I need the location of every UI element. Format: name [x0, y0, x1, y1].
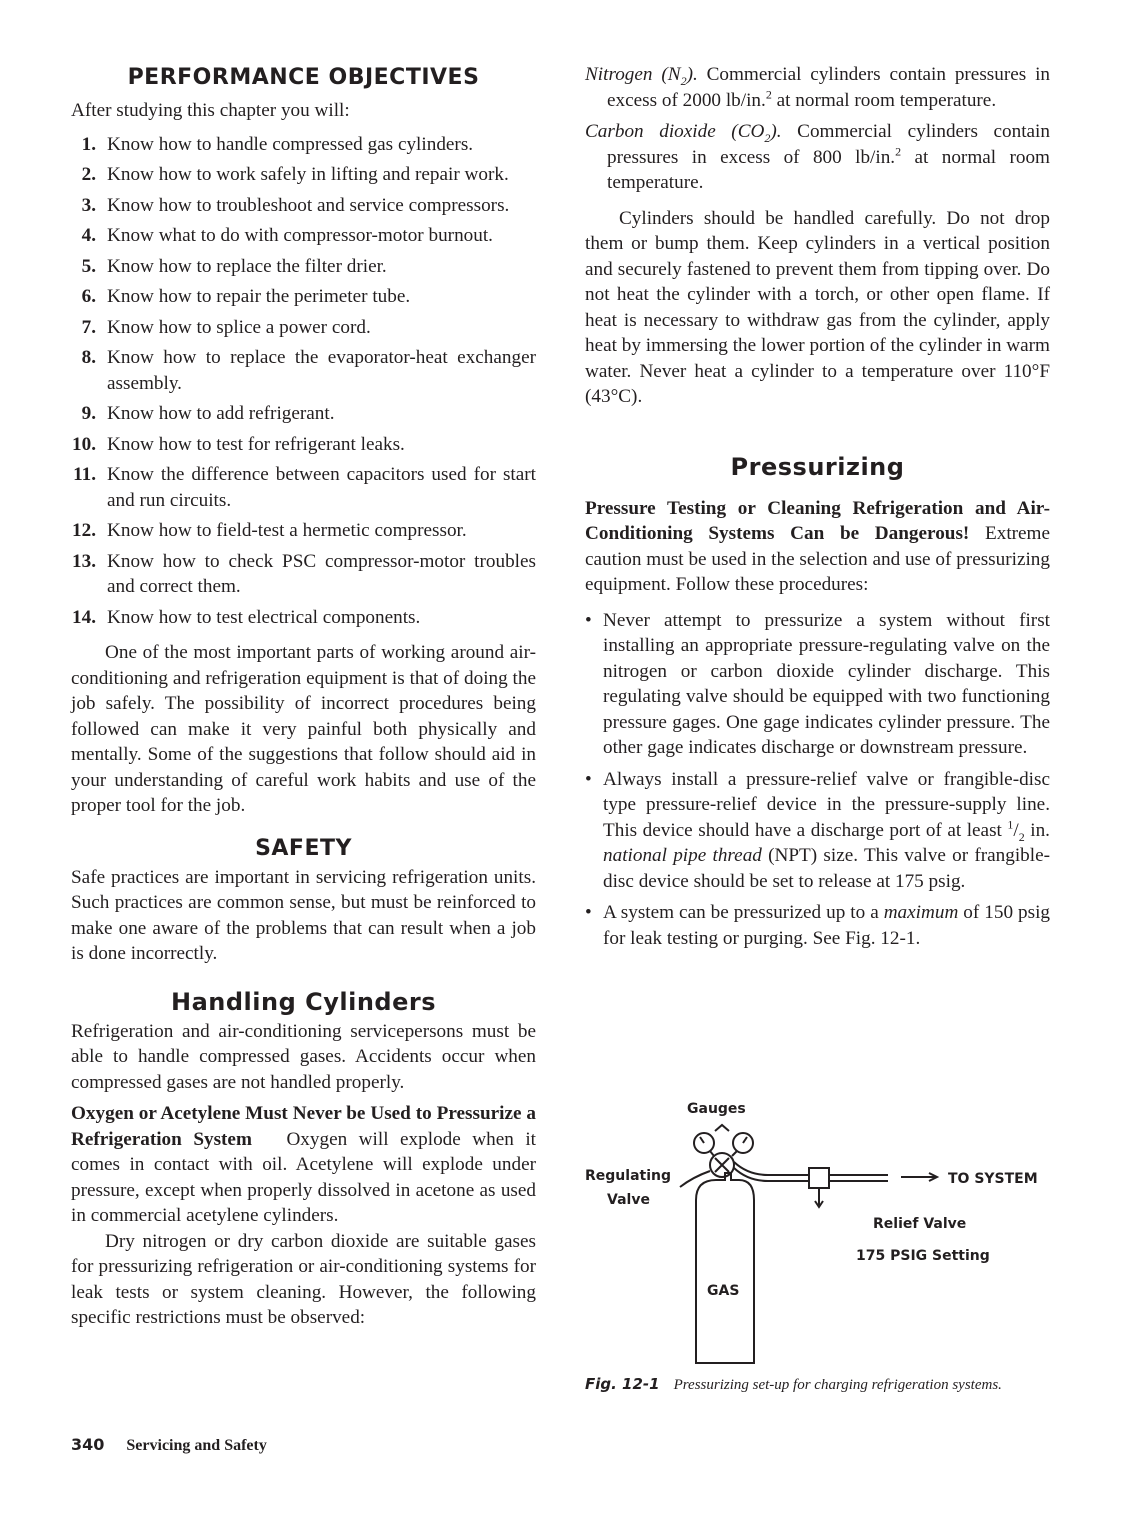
left-column — [71, 62, 536, 1331]
pressurizing-diagram — [583, 1095, 1053, 1365]
warning-paragraph: Pressure Testing or Cleaning Refrigeration and Air-Conditioning Systems Can be Dangerous! Extreme caution must be used in the selection and use of pressurizing equipment. Follow these procedures: — [585, 497, 1050, 595]
objective-item: 2. Know how to work safely in lifting and repair work. — [81, 164, 509, 185]
safety-paragraph: Safe practices are important in servicing refrigeration units. Such practices are common sense, but must be reinforced to make one aware of the problems that can result when a job is done incorrectly. — [71, 866, 536, 964]
procedure-item: • Never attempt to pressurize a system without first installing an appropriate pressure-regulating valve on the nitrogen or carbon dioxide cylinder discharge. This regulating valve should be equipped with two functioning pressure gages. One gage indicates cylinder pressure. The other gage indicates discharge or downstream pressure. — [585, 608, 1050, 761]
page-number: 340 — [71, 1435, 105, 1454]
objective-item: 5. Know how to replace the filter drier. — [81, 255, 387, 277]
oxygen-paragraph: Oxygen or Acetylene Must Never be Used to Pressurize a Refrigeration System Oxygen will explode when it comes in contact with oil. Acetylene will explode under pressure, except when properly dissolved in acetone as used in commercial acetylene cylinders. — [71, 1103, 536, 1226]
objective-item: 9. Know how to add refrigerant. — [81, 403, 335, 424]
figure-caption-text: Pressurizing set-up for charging refrigeration systems. — [673, 1377, 1002, 1393]
psig-setting-label: 175 PSIG Setting — [856, 1248, 990, 1264]
handling-cylinders-heading: Handling Cylinders — [171, 987, 436, 1016]
objective-item: 6. Know how to repair the perimeter tube. — [81, 286, 411, 307]
objective-item: 13. Know how to check PSC compressor-motor troubles and correct them. — [72, 550, 536, 597]
right-column — [585, 62, 1050, 957]
procedures-list — [585, 608, 1050, 952]
regulating-valve-label: Regulating — [585, 1168, 671, 1184]
oxygen-warning-bold: Oxygen or Acetylene Must Never be Used to Pressurize a Refrigeration System — [71, 1103, 536, 1150]
objective-item: 8. Know how to replace the evaporator-heat exchanger assembly. — [81, 347, 536, 394]
objective-item: 12. Know how to field-test a hermetic compressor. — [72, 520, 467, 541]
relief-valve-label: Relief Valve — [873, 1216, 967, 1232]
co2-definition: Carbon dioxide $(CO_2)$. Commercial cylinders contain pressures in excess of 800 lb/in.$^2$ at normal room temperature. — [585, 121, 1050, 193]
intro-paragraph: One of the most important parts of working around air-conditioning and refrigeration equipment is that of doing the job safely. The possibility of incorrect procedures being followed can make it very painful both physically and mentally. Some of the suggestions that follow should aid in your understanding of careful work habits and use of the proper tool for the job. — [71, 642, 536, 816]
objective-item: 1. Know how to handle compressed gas cylinders. — [81, 133, 474, 155]
to-system-label: TO SYSTEM — [948, 1171, 1038, 1187]
safety-heading: SAFETY — [255, 835, 352, 861]
gauges-label: Gauges — [687, 1101, 746, 1117]
objective-item: 11. Know the difference between capacitors used for start and run circuits. — [73, 464, 536, 511]
gas-cylinder-icon — [696, 1173, 754, 1363]
objective-item: 10. Know how to test for refrigerant leaks. — [72, 433, 405, 455]
section-title: Servicing and Safety — [126, 1437, 267, 1454]
gas-label: GAS — [707, 1283, 740, 1299]
objectives-list — [71, 132, 536, 631]
objective-item: 14. Know how to test electrical components. — [72, 606, 421, 628]
relief-valve-icon — [809, 1168, 829, 1188]
dry-gases-paragraph: Dry nitrogen or dry carbon dioxide are suitable gases for pressurizing refrigeration or air-conditioning systems for leak tests or system cleaning. However, the following specific restrictions must be observed: — [71, 1230, 536, 1328]
warning-bold: Pressure Testing or Cleaning Refrigeration and Air-Conditioning Systems Can be Dangerous! — [585, 497, 1050, 544]
procedure-item: • Always install a pressure-relief valve or frangible-disc type pressure-relief device in the pressure-supply line. This device should have a discharge port of at least $^1/_2$ in. national pipe thread (NPT) size. This valve or frangible-disc device should be set to release at 175 psig. — [585, 767, 1050, 895]
figure-caption — [585, 1375, 1002, 1394]
objective-item: 4. Know what to do with compressor-motor burnout. — [81, 225, 493, 246]
page-footer — [71, 1435, 267, 1455]
pressurizing-heading: Pressurizing — [730, 452, 905, 481]
objectives-heading: PERFORMANCE OBJECTIVES — [127, 65, 480, 90]
handling-paragraph: Refrigeration and air-conditioning servicepersons must be able to handle compressed gases. Accidents occur when compressed gases are not handled properly. — [71, 1020, 536, 1093]
figure-label: Fig. 12-1 — [585, 1375, 660, 1393]
procedure-item: • A system can be pressurized up to a maximum of 150 psig for leak testing or purging. See Fig. 12-1. — [585, 900, 1050, 951]
cylinders-paragraph: Cylinders should be handled carefully. Do not drop them or bump them. Keep cylinders in a vertical position and securely fastened to prevent them from tipping over. Do not heat the cylinder with a torch, or other open flame. If heat is necessary to withdraw gas from the cylinder, apply heat by immersing the lower portion of the cylinder in warm water. Never heat a cylinder to a temperature over 110°F (43°C). — [585, 207, 1050, 407]
regulating-valve-label-2: Valve — [607, 1192, 650, 1208]
nitrogen-definition: Nitrogen $(N_2)$. Commercial cylinders contain pressures in excess of 2000 lb/in.$^2$ at normal room temperature. — [585, 64, 1050, 111]
objective-item: 3. Know how to troubleshoot and service compressors. — [81, 194, 510, 216]
figure-pressurizing-setup — [583, 1095, 1053, 1365]
objectives-intro: After studying this chapter you will: — [71, 100, 350, 121]
objective-item: 7. Know how to splice a power cord. — [81, 316, 371, 338]
